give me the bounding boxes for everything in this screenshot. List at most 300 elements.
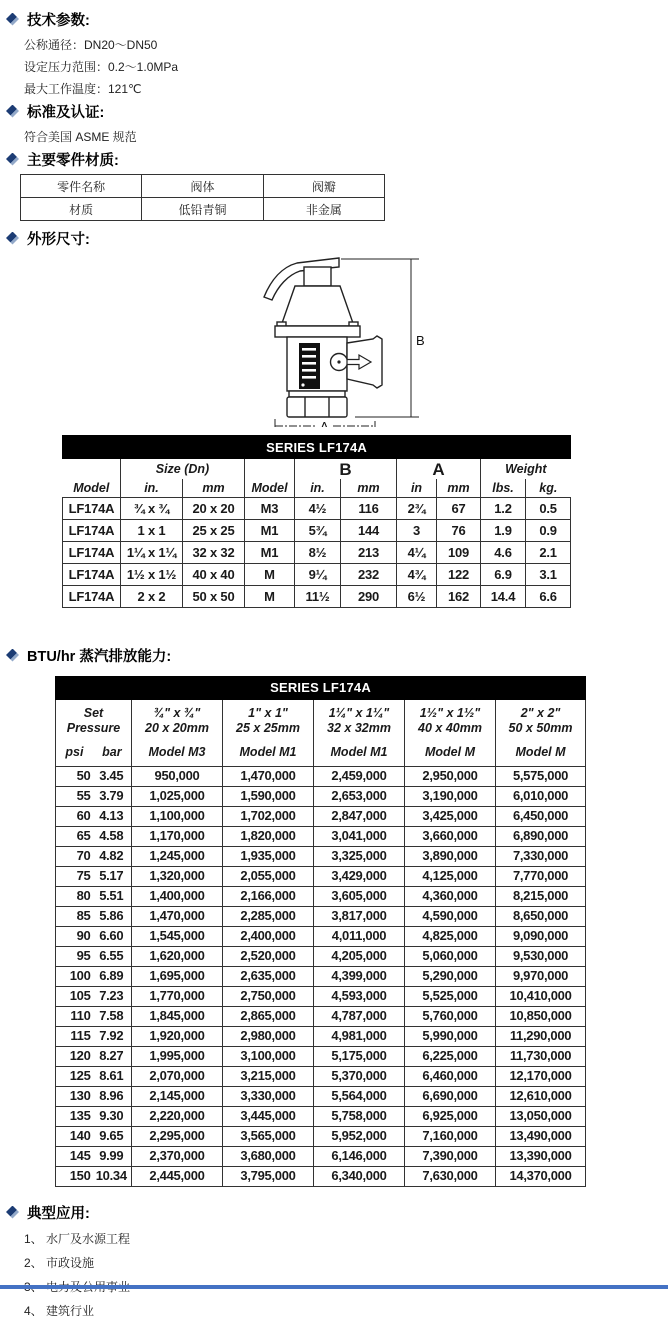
table-cell: 1,320,000 — [132, 867, 223, 887]
table-row — [56, 967, 586, 987]
table-cell: 1,545,000 — [132, 927, 223, 947]
table-cell: 65 — [56, 827, 92, 847]
group-spacer — [245, 459, 295, 480]
column-header: Model — [245, 479, 295, 498]
table-cell: 2,370,000 — [132, 1147, 223, 1167]
header-line: Model M1 — [239, 744, 297, 759]
table-title-row — [63, 436, 571, 459]
table-row — [56, 847, 586, 867]
table-cell: 130 — [56, 1087, 92, 1107]
table-cell: 2,653,000 — [314, 787, 405, 807]
table-cell: 90 — [56, 927, 92, 947]
table-cell: 6.9 — [481, 564, 526, 586]
table-cell: 1,400,000 — [132, 887, 223, 907]
table-row — [56, 1027, 586, 1047]
table-cell: 1,770,000 — [132, 987, 223, 1007]
header-line: Model M — [425, 744, 475, 759]
table-title: SERIES LF174A — [63, 436, 571, 459]
table-cell: 5,575,000 — [496, 767, 586, 787]
table-cell: 8,650,000 — [496, 907, 586, 927]
diamond-bullet-icon — [6, 649, 19, 662]
section-materials — [0, 148, 668, 221]
table-cell: 122 — [437, 564, 481, 586]
table-cell: 5,525,000 — [405, 987, 496, 1007]
table-row — [56, 1007, 586, 1027]
table-cell: M — [245, 586, 295, 608]
table-cell: 5,952,000 — [314, 1127, 405, 1147]
table-cell: 9,970,000 — [496, 967, 586, 987]
table-row — [56, 1067, 586, 1087]
size-column-header — [223, 700, 314, 767]
group-weight: Weight — [481, 459, 571, 480]
table-cell: 3,605,000 — [314, 887, 405, 907]
table-cell: 2,750,000 — [223, 987, 314, 1007]
table-cell: 145 — [56, 1147, 92, 1167]
table-cell: 110 — [56, 1007, 92, 1027]
table-row — [63, 520, 571, 542]
table-cell: 低铅青铜 — [142, 198, 263, 221]
column-header: lbs. — [481, 479, 526, 498]
materials-table — [20, 174, 385, 221]
table-cell: 8.96 — [92, 1087, 132, 1107]
table-cell: 8.61 — [92, 1067, 132, 1087]
table-cell: 2,145,000 — [132, 1087, 223, 1107]
table-cell: 55 — [56, 787, 92, 807]
table-row — [63, 564, 571, 586]
table-cell: M3 — [245, 498, 295, 520]
table-cell: 3,817,000 — [314, 907, 405, 927]
size-column-header — [314, 700, 405, 767]
diamond-bullet-icon — [6, 153, 19, 166]
table-row — [56, 927, 586, 947]
table-cell: 4,205,000 — [314, 947, 405, 967]
table-cell: 4,590,000 — [405, 907, 496, 927]
section-heading: 典型应用: — [27, 1205, 90, 1222]
table-cell: 8½ — [295, 542, 341, 564]
table-cell: 7.92 — [92, 1027, 132, 1047]
table-cell: 0.5 — [526, 498, 571, 520]
standards-line: 符合美国 ASME 规范 — [24, 130, 137, 144]
group-b: B — [295, 459, 397, 480]
standards-heading-row — [6, 100, 668, 122]
table-cell: 6,010,000 — [496, 787, 586, 807]
table-cell: 13,390,000 — [496, 1147, 586, 1167]
table-cell: 4.6 — [481, 542, 526, 564]
table-cell: 4.82 — [92, 847, 132, 867]
table-cell: 9,530,000 — [496, 947, 586, 967]
table-cell: 4,593,000 — [314, 987, 405, 1007]
table-cell: ¾ x ¾ — [121, 498, 183, 520]
table-cell: 5,175,000 — [314, 1047, 405, 1067]
table-cell: 1,025,000 — [132, 787, 223, 807]
table-header-row — [56, 700, 586, 767]
table-cell: 3.45 — [92, 767, 132, 787]
table-cell: 1,935,000 — [223, 847, 314, 867]
table-cell: 40 x 40 — [183, 564, 245, 586]
table-cell: 5¾ — [295, 520, 341, 542]
table-row — [56, 907, 586, 927]
table-cell: 2,847,000 — [314, 807, 405, 827]
table-cell: 5.51 — [92, 887, 132, 907]
header-line: Model M3 — [148, 744, 206, 759]
table-cell: 3.1 — [526, 564, 571, 586]
set-label: Set — [83, 705, 104, 720]
section-heading: 外形尺寸: — [27, 231, 90, 248]
table-row — [56, 1047, 586, 1067]
table-cell: 290 — [341, 586, 397, 608]
table-cell: 4,787,000 — [314, 1007, 405, 1027]
table-cell: 95 — [56, 947, 92, 967]
table-cell: 5,060,000 — [405, 947, 496, 967]
table-cell: 4,825,000 — [405, 927, 496, 947]
table-cell: 1,620,000 — [132, 947, 223, 967]
application-item: 2、 市政设施 — [24, 1256, 95, 1270]
diamond-bullet-icon — [6, 232, 19, 245]
table-cell: 232 — [341, 564, 397, 586]
table-cell: 1,100,000 — [132, 807, 223, 827]
table-cell: 9.30 — [92, 1107, 132, 1127]
section-capacity — [0, 644, 668, 1187]
diamond-bullet-icon — [6, 13, 19, 26]
table-cell: 20 x 20 — [183, 498, 245, 520]
header-line: 1½" x 1½" — [419, 705, 481, 720]
table-cell: M — [245, 564, 295, 586]
table-cell: 12,170,000 — [496, 1067, 586, 1087]
table-cell: 50 — [56, 767, 92, 787]
header-line: 1" x 1" — [248, 705, 288, 720]
table-cell: 1,920,000 — [132, 1027, 223, 1047]
table-cell: LF174A — [63, 564, 121, 586]
table-row — [21, 198, 385, 221]
table-cell: 6½ — [397, 586, 437, 608]
table-cell: 3,890,000 — [405, 847, 496, 867]
table-cell: 213 — [341, 542, 397, 564]
table-subheader-row — [63, 479, 571, 498]
table-row — [63, 542, 571, 564]
group-a: A — [397, 459, 481, 480]
table-cell: 2,980,000 — [223, 1027, 314, 1047]
table-cell: 1,245,000 — [132, 847, 223, 867]
table-cell: 3.79 — [92, 787, 132, 807]
table-row — [56, 887, 586, 907]
valve-diagram — [243, 255, 438, 427]
relief-valve-drawing — [243, 255, 438, 427]
table-cell: 120 — [56, 1047, 92, 1067]
table-cell: 5,370,000 — [314, 1067, 405, 1087]
table-cell: 6.60 — [92, 927, 132, 947]
table-row — [63, 498, 571, 520]
table-cell: LF174A — [63, 498, 121, 520]
table-cell: 11,730,000 — [496, 1047, 586, 1067]
table-cell: 25 x 25 — [183, 520, 245, 542]
capacity-table — [55, 676, 586, 1187]
table-cell: 2,285,000 — [223, 907, 314, 927]
table-cell: 5,290,000 — [405, 967, 496, 987]
table-cell: 162 — [437, 586, 481, 608]
section-heading: 主要零件材质: — [27, 152, 119, 169]
table-cell: 零件名称 — [21, 175, 142, 198]
table-cell: 7,390,000 — [405, 1147, 496, 1167]
set-pressure-header — [56, 700, 132, 767]
header-line: 50 x 50mm — [508, 721, 573, 736]
table-cell: 12,610,000 — [496, 1087, 586, 1107]
table-cell: 75 — [56, 867, 92, 887]
table-cell: 2,166,000 — [223, 887, 314, 907]
column-header: in — [397, 479, 437, 498]
table-row — [63, 586, 571, 608]
dimensions-table — [62, 435, 571, 608]
table-cell: 3,429,000 — [314, 867, 405, 887]
table-cell: 1,170,000 — [132, 827, 223, 847]
table-cell: 115 — [56, 1027, 92, 1047]
table-cell: 2,635,000 — [223, 967, 314, 987]
table-cell: 11½ — [295, 586, 341, 608]
dimension-a-label: A — [320, 419, 329, 427]
table-cell: 1,820,000 — [223, 827, 314, 847]
table-cell: 4.13 — [92, 807, 132, 827]
table-cell: 70 — [56, 847, 92, 867]
table-cell: 6.6 — [526, 586, 571, 608]
table-cell: 6,225,000 — [405, 1047, 496, 1067]
table-cell: 7,330,000 — [496, 847, 586, 867]
table-cell: 76 — [437, 520, 481, 542]
tech-params-heading-row — [6, 8, 668, 30]
table-cell: 3,660,000 — [405, 827, 496, 847]
header-line: Model M1 — [330, 744, 388, 759]
section-standards — [0, 100, 668, 148]
column-header: mm — [341, 479, 397, 498]
table-cell: LF174A — [63, 542, 121, 564]
table-cell: M1 — [245, 542, 295, 564]
table-cell: 14,370,000 — [496, 1167, 586, 1187]
diamond-bullet-icon — [6, 1206, 19, 1219]
table-cell: 67 — [437, 498, 481, 520]
table-cell: 材质 — [21, 198, 142, 221]
table-cell: 2,865,000 — [223, 1007, 314, 1027]
table-cell: 7,770,000 — [496, 867, 586, 887]
table-cell: 0.9 — [526, 520, 571, 542]
application-item: 4、 建筑行业 — [24, 1304, 95, 1318]
table-row — [56, 1107, 586, 1127]
table-cell: 150 — [56, 1167, 92, 1187]
table-cell: 4,125,000 — [405, 867, 496, 887]
table-cell: 7.58 — [92, 1007, 132, 1027]
table-cell: 11,290,000 — [496, 1027, 586, 1047]
table-cell: 8,215,000 — [496, 887, 586, 907]
group-size: Size (Dn) — [121, 459, 245, 480]
table-cell: 32 x 32 — [183, 542, 245, 564]
table-cell: 2,950,000 — [405, 767, 496, 787]
table-cell: 10,850,000 — [496, 1007, 586, 1027]
table-title: SERIES LF174A — [56, 677, 586, 700]
table-cell: 4,360,000 — [405, 887, 496, 907]
table-cell: 2¾ — [397, 498, 437, 520]
table-row — [56, 1127, 586, 1147]
table-cell: 950,000 — [132, 767, 223, 787]
table-cell: 13,490,000 — [496, 1127, 586, 1147]
table-cell: 2,459,000 — [314, 767, 405, 787]
table-cell: 6,450,000 — [496, 807, 586, 827]
column-header: Model — [63, 479, 121, 498]
table-cell: 3,425,000 — [405, 807, 496, 827]
table-cell: 5,760,000 — [405, 1007, 496, 1027]
tech-param-line: 公称通径：DN20～DN50 — [24, 38, 158, 52]
table-cell: 7,630,000 — [405, 1167, 496, 1187]
table-row — [21, 175, 385, 198]
table-cell: 4½ — [295, 498, 341, 520]
table-cell: 5,758,000 — [314, 1107, 405, 1127]
column-header: kg. — [526, 479, 571, 498]
table-cell: 1,590,000 — [223, 787, 314, 807]
diamond-bullet-icon — [6, 105, 19, 118]
table-cell: 8.27 — [92, 1047, 132, 1067]
header-line: ¾" x ¾" — [153, 705, 201, 720]
section-heading: 技术参数: — [27, 12, 90, 29]
applications-heading-row — [6, 1201, 668, 1223]
section-dimensions — [0, 227, 668, 608]
table-row — [56, 867, 586, 887]
table-cell: 80 — [56, 887, 92, 907]
section-heading: 标准及认证: — [27, 104, 105, 121]
table-cell: 6,340,000 — [314, 1167, 405, 1187]
table-cell: 5.17 — [92, 867, 132, 887]
footer-rule — [0, 1285, 668, 1289]
table-cell: 3,041,000 — [314, 827, 405, 847]
table-cell: 3,325,000 — [314, 847, 405, 867]
dimension-b-label: B — [416, 333, 425, 348]
section-tech-params — [0, 8, 668, 100]
pressure-label: Pressure — [66, 721, 121, 736]
application-item: 1、 水厂及水源工程 — [24, 1232, 131, 1246]
table-cell: 135 — [56, 1107, 92, 1127]
table-cell: 1,995,000 — [132, 1047, 223, 1067]
column-header: mm — [183, 479, 245, 498]
header-line: 32 x 32mm — [327, 721, 391, 736]
size-column-header — [496, 700, 586, 767]
table-cell: 1 x 1 — [121, 520, 183, 542]
size-column-header — [405, 700, 496, 767]
table-cell: 9,090,000 — [496, 927, 586, 947]
table-row — [56, 787, 586, 807]
table-cell: 3,100,000 — [223, 1047, 314, 1067]
table-cell: 3,330,000 — [223, 1087, 314, 1107]
table-cell: 6.89 — [92, 967, 132, 987]
section-applications — [0, 1201, 668, 1323]
table-cell: 阀瓣 — [263, 175, 384, 198]
table-cell: 1½ x 1½ — [121, 564, 183, 586]
table-cell: 2,400,000 — [223, 927, 314, 947]
tech-param-line: 最大工作温度：121℃ — [24, 82, 142, 96]
section-heading: BTU/hr 蒸汽排放能力: — [27, 648, 172, 665]
table-row — [56, 1167, 586, 1187]
table-cell: 2,520,000 — [223, 947, 314, 967]
table-cell: 9¼ — [295, 564, 341, 586]
table-row — [56, 947, 586, 967]
header-line: 40 x 40mm — [418, 721, 482, 736]
table-cell: 2,070,000 — [132, 1067, 223, 1087]
table-cell: 2,055,000 — [223, 867, 314, 887]
table-row — [56, 1087, 586, 1107]
table-row — [56, 827, 586, 847]
table-row — [56, 987, 586, 1007]
table-cell: 10.34 — [92, 1167, 132, 1187]
table-cell: 1,702,000 — [223, 807, 314, 827]
table-cell: 5.86 — [92, 907, 132, 927]
table-cell: 1.9 — [481, 520, 526, 542]
table-cell: 105 — [56, 987, 92, 1007]
table-cell: 3,445,000 — [223, 1107, 314, 1127]
table-cell: 9.65 — [92, 1127, 132, 1147]
table-row — [56, 807, 586, 827]
table-cell: 2,220,000 — [132, 1107, 223, 1127]
table-title-row — [56, 677, 586, 700]
table-cell: LF174A — [63, 586, 121, 608]
table-group-header-row — [63, 459, 571, 480]
table-cell: 116 — [341, 498, 397, 520]
table-cell: 4.58 — [92, 827, 132, 847]
table-cell: 3,215,000 — [223, 1067, 314, 1087]
table-cell: 140 — [56, 1127, 92, 1147]
table-cell: 6,925,000 — [405, 1107, 496, 1127]
table-cell: 7,160,000 — [405, 1127, 496, 1147]
table-row — [56, 1147, 586, 1167]
header-line: 2" x 2" — [520, 705, 561, 720]
table-cell: 4¾ — [397, 564, 437, 586]
table-cell: 1,470,000 — [132, 907, 223, 927]
table-cell: 4,981,000 — [314, 1027, 405, 1047]
table-cell: 5,564,000 — [314, 1087, 405, 1107]
table-cell: 50 x 50 — [183, 586, 245, 608]
table-cell: 3,190,000 — [405, 787, 496, 807]
table-cell: 3,795,000 — [223, 1167, 314, 1187]
table-cell: 6,690,000 — [405, 1087, 496, 1107]
table-cell: 6,146,000 — [314, 1147, 405, 1167]
table-cell: 3,565,000 — [223, 1127, 314, 1147]
table-cell: 85 — [56, 907, 92, 927]
header-line: 20 x 20mm — [145, 721, 209, 736]
table-cell: 1,845,000 — [132, 1007, 223, 1027]
table-cell: 4,011,000 — [314, 927, 405, 947]
table-cell: 4¼ — [397, 542, 437, 564]
table-cell: 5,990,000 — [405, 1027, 496, 1047]
table-cell: 3,680,000 — [223, 1147, 314, 1167]
table-cell: 6,460,000 — [405, 1067, 496, 1087]
materials-heading-row — [6, 148, 668, 170]
table-cell: 125 — [56, 1067, 92, 1087]
table-cell: 109 — [437, 542, 481, 564]
capacity-heading-row — [6, 644, 668, 666]
table-cell: 1.2 — [481, 498, 526, 520]
table-cell: 100 — [56, 967, 92, 987]
size-column-header — [132, 700, 223, 767]
table-cell: 2 x 2 — [121, 586, 183, 608]
table-cell: 10,410,000 — [496, 987, 586, 1007]
table-cell: 2,295,000 — [132, 1127, 223, 1147]
table-cell: 7.23 — [92, 987, 132, 1007]
table-cell: 144 — [341, 520, 397, 542]
table-cell: 6.55 — [92, 947, 132, 967]
table-cell: 非金属 — [263, 198, 384, 221]
table-cell: 阀体 — [142, 175, 263, 198]
bar-label: bar — [102, 744, 122, 759]
table-cell: M1 — [245, 520, 295, 542]
dimensions-heading-row — [6, 227, 668, 249]
psi-label: psi — [65, 744, 84, 759]
header-line: 25 x 25mm — [236, 721, 300, 736]
table-cell: 13,050,000 — [496, 1107, 586, 1127]
table-cell: LF174A — [63, 520, 121, 542]
table-cell: 6,890,000 — [496, 827, 586, 847]
